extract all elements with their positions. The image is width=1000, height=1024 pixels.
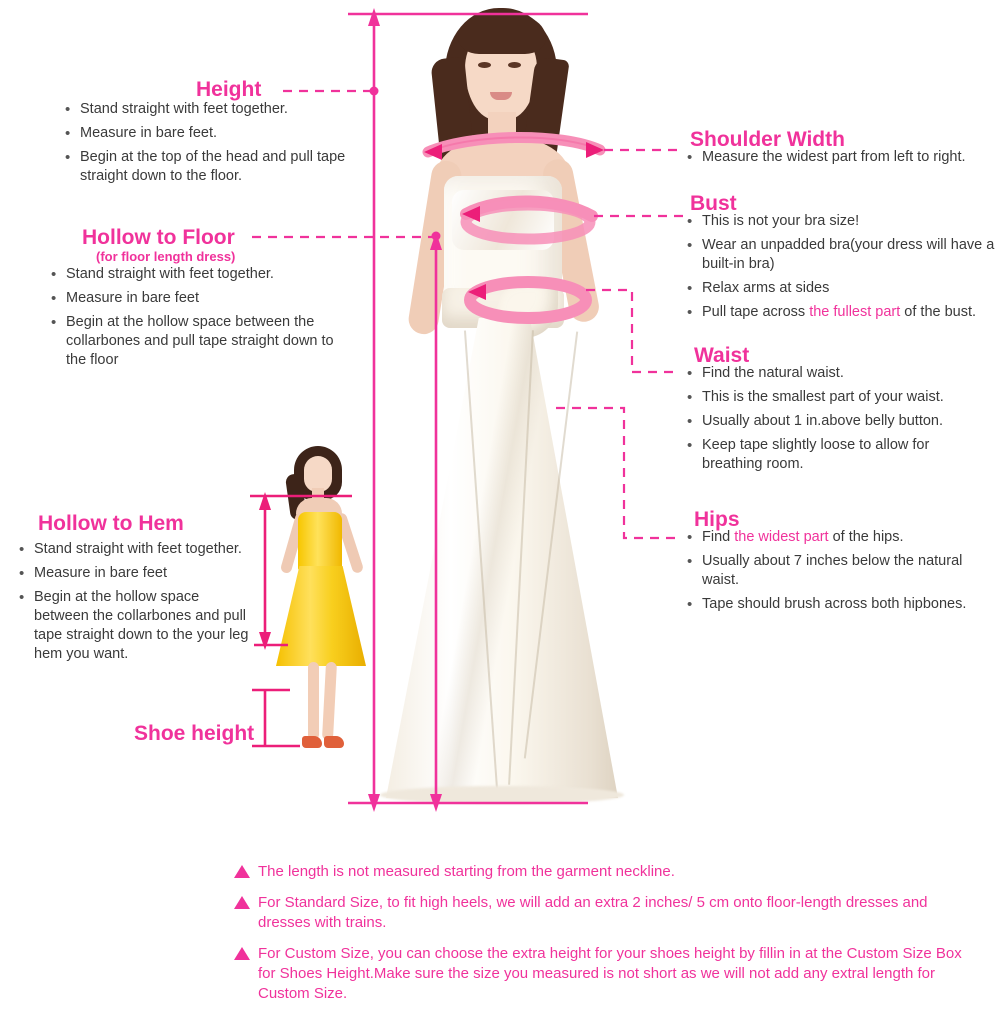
hips-text-post: of the hips.	[828, 529, 904, 545]
list-item-hips-widest	[700, 528, 990, 547]
bust-label: Bust	[690, 192, 737, 215]
note-text: For Standard Size, to fit high heels, we will add an extra 2 inches/ 5 cm onto floor-length dresses and dresses with trains.	[258, 894, 928, 931]
list-item: • Begin at the hollow space between the collarbones and pull tape straight down to the floor	[64, 313, 348, 370]
shoulder-width-tape	[424, 137, 604, 160]
list-item: • Begin at the hollow space between the collarbones and pull tape straight down to the your leg hem you want.	[32, 588, 254, 664]
bust-text-pre: Pull tape across	[702, 304, 810, 320]
list-item: • Wear an unpadded bra(your dress will have a built-in bra)	[700, 236, 996, 274]
waist-leader	[586, 290, 676, 372]
list-item: • Measure in bare feet	[32, 564, 254, 583]
list-item: • Usually about 7 inches below the natural waist.	[700, 552, 990, 590]
list-item: • This is not your bra size!	[700, 212, 996, 231]
shoe-height-label: Shoe height	[134, 722, 255, 745]
shoulder-width-bullets	[684, 148, 1000, 172]
hollow-to-floor-arrow	[430, 232, 442, 813]
note-row	[234, 862, 964, 882]
bust-tape	[462, 201, 592, 239]
bust-text-post: of the bust.	[900, 304, 977, 320]
list-item: • Measure in bare feet.	[78, 124, 362, 143]
list-item: • Begin at the top of the head and pull tape straight down to the floor.	[78, 148, 362, 186]
hips-label: Hips	[694, 508, 740, 531]
hollow-to-floor-label: Hollow to Floor	[82, 226, 235, 249]
waist-label: Waist	[694, 344, 750, 367]
hollow-to-hem-arrow	[250, 492, 352, 650]
hollow-to-hem-bullets	[16, 540, 254, 669]
list-item: • Tape should brush across both hipbones.	[700, 595, 990, 614]
footer-notes	[234, 862, 964, 1015]
hollow-to-floor-bullets	[48, 265, 348, 375]
waist-bullets	[684, 364, 984, 479]
warning-triangle-icon	[234, 896, 250, 909]
bust-text-highlight: the fullest part	[809, 304, 901, 320]
warning-triangle-icon	[234, 947, 250, 960]
note-row	[234, 893, 964, 933]
list-item: • Stand straight with feet together.	[78, 100, 362, 119]
list-item: • Measure the widest part from left to right.	[700, 148, 1000, 167]
hips-bullets	[684, 528, 990, 619]
hollow-to-floor-sublabel: (for floor length dress)	[96, 249, 236, 264]
note-text: For Custom Size, you can choose the extra height for your shoes height by fillin in at the Custom Size Box for Shoes Height.Make sure the size you measured is not short as we will not add any extral length for Custom Size.	[258, 945, 962, 1002]
hollow-to-hem-label: Hollow to Hem	[38, 512, 184, 535]
list-item: • Find the natural waist.	[700, 364, 984, 383]
list-item: • Usually about 1 in.above belly button.	[700, 412, 984, 431]
warning-triangle-icon	[234, 865, 250, 878]
shoe-height-arrow	[252, 690, 300, 746]
list-item: • This is the smallest part of your waist.	[700, 388, 984, 407]
bust-bullets	[684, 212, 996, 327]
list-item: • Stand straight with feet together.	[64, 265, 348, 284]
hips-text-pre: Find	[702, 529, 735, 545]
waist-tape	[468, 282, 586, 318]
height-label: Height	[196, 78, 262, 101]
list-item: • Stand straight with feet together.	[32, 540, 254, 559]
list-item: • Relax arms at sides	[700, 279, 996, 298]
hips-leader	[556, 408, 676, 538]
note-row	[234, 944, 964, 1004]
list-item: • Measure in bare feet	[64, 289, 348, 308]
note-text: The length is not measured starting from the garment neckline.	[258, 863, 675, 880]
shoulder-width-label: Shoulder Width	[690, 128, 845, 151]
height-arrow	[348, 8, 588, 812]
list-item: • Keep tape slightly loose to allow for breathing room.	[700, 436, 984, 474]
height-bullets	[62, 100, 362, 191]
list-item-bust-fullest	[700, 303, 996, 322]
hips-text-highlight: the widest part	[734, 529, 829, 545]
